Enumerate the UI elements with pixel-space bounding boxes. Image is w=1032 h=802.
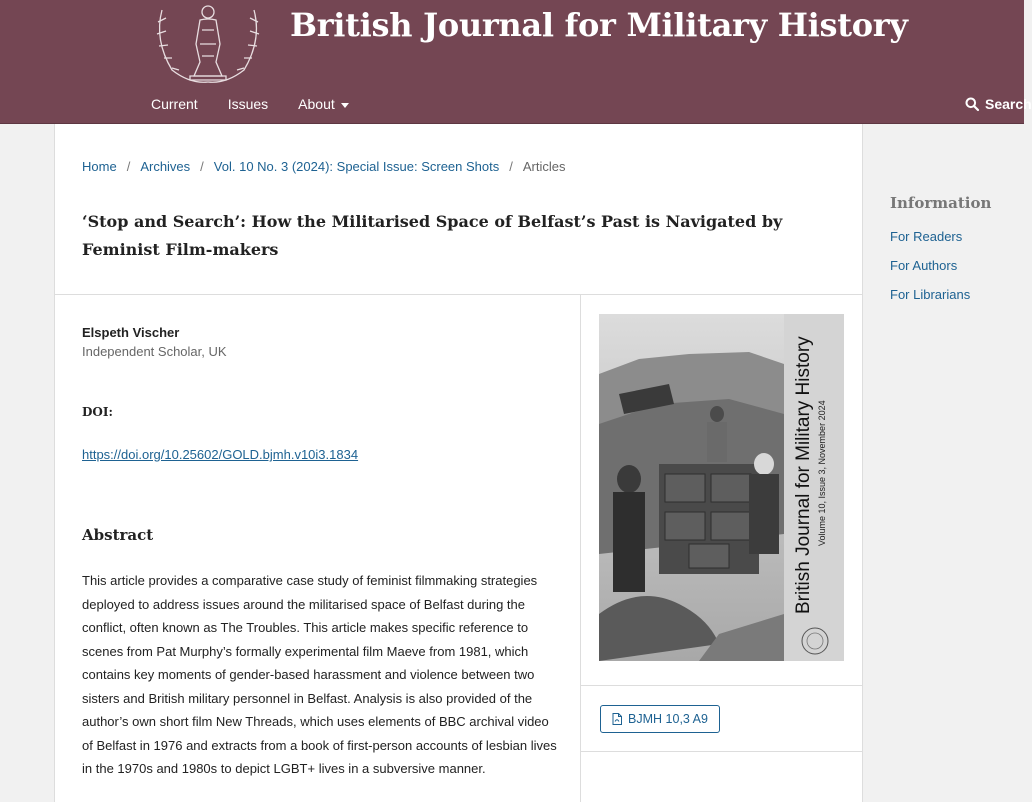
column-divider [580, 294, 581, 802]
breadcrumb-separator: / [126, 159, 131, 174]
cover-title: British Journal for Military History [793, 336, 814, 614]
search-link[interactable] [965, 96, 1032, 112]
nav-about[interactable] [298, 96, 349, 112]
pdf-galley-button[interactable] [600, 705, 720, 733]
divider [581, 751, 862, 752]
search-icon [965, 97, 979, 111]
breadcrumb [82, 159, 566, 174]
abstract-heading: Abstract [82, 526, 154, 544]
nav-about-label: About [298, 96, 335, 112]
site-header [0, 0, 1032, 124]
site-title[interactable]: British Journal for Military History [290, 6, 908, 44]
chevron-down-icon [341, 103, 349, 108]
breadcrumb-current: Articles [522, 159, 566, 174]
divider [55, 294, 862, 295]
cover-photo [599, 314, 844, 661]
journal-logo[interactable] [150, 0, 266, 84]
issue-cover-image[interactable] [599, 314, 844, 661]
nav-current[interactable]: Current [151, 96, 198, 112]
breadcrumb-issue[interactable]: Vol. 10 No. 3 (2024): Special Issue: Screen Shots [213, 159, 500, 174]
breadcrumb-separator: / [509, 159, 513, 174]
sidebar-heading: Information [890, 194, 992, 212]
breadcrumb-separator: / [200, 159, 204, 174]
nav-issues[interactable]: Issues [227, 96, 269, 112]
search-label: Search [985, 96, 1032, 112]
author-name: Elspeth Vischer [82, 325, 180, 340]
doi-label: DOI: [82, 405, 113, 419]
file-pdf-icon [612, 713, 622, 725]
author-affiliation: Independent Scholar, UK [82, 344, 227, 359]
pdf-galley-label: BJMH 10,3 A9 [628, 712, 708, 726]
sidebar-link-for-librarians[interactable]: For Librarians [890, 287, 971, 302]
sidebar-link-for-readers[interactable]: For Readers [890, 229, 963, 244]
divider [581, 685, 862, 686]
cover-subtitle: Volume 10, Issue 3, November 2024 [817, 400, 827, 546]
abstract-text: This article provides a comparative case study of feminist filmmaking strategies deployed to address issues around the militarised space of Belfast during the conflict, often known as The Troubles. This article makes specific reference to scenes from Pat Murphy’s formally experimental film Maeve from 1981, which contains key moments of gender-based harassment and violence between two sisters and British military personnel in Belfast. Analysis is also provided of the author’s own short film New Threads, which uses elements of BBC archival video of Belfast in 1976 and extracts from a book of first-person accounts of lesbian lives in the 1970s and 1980s to depict LGBT+ lives in a subversive manner. [82, 573, 557, 776]
primary-nav [151, 96, 379, 112]
article-title: ‘Stop and Search’: How the Militarised Space of Belfast’s Past is Navigated by Feminist Film-makers [82, 212, 783, 259]
main-content [54, 124, 863, 802]
breadcrumb-home[interactable]: Home [82, 159, 117, 174]
doi-link[interactable]: https://doi.org/10.25602/GOLD.bjmh.v10i3.1834 [82, 447, 359, 462]
breadcrumb-archives[interactable]: Archives [140, 159, 191, 174]
sidebar-link-for-authors[interactable]: For Authors [890, 258, 958, 273]
